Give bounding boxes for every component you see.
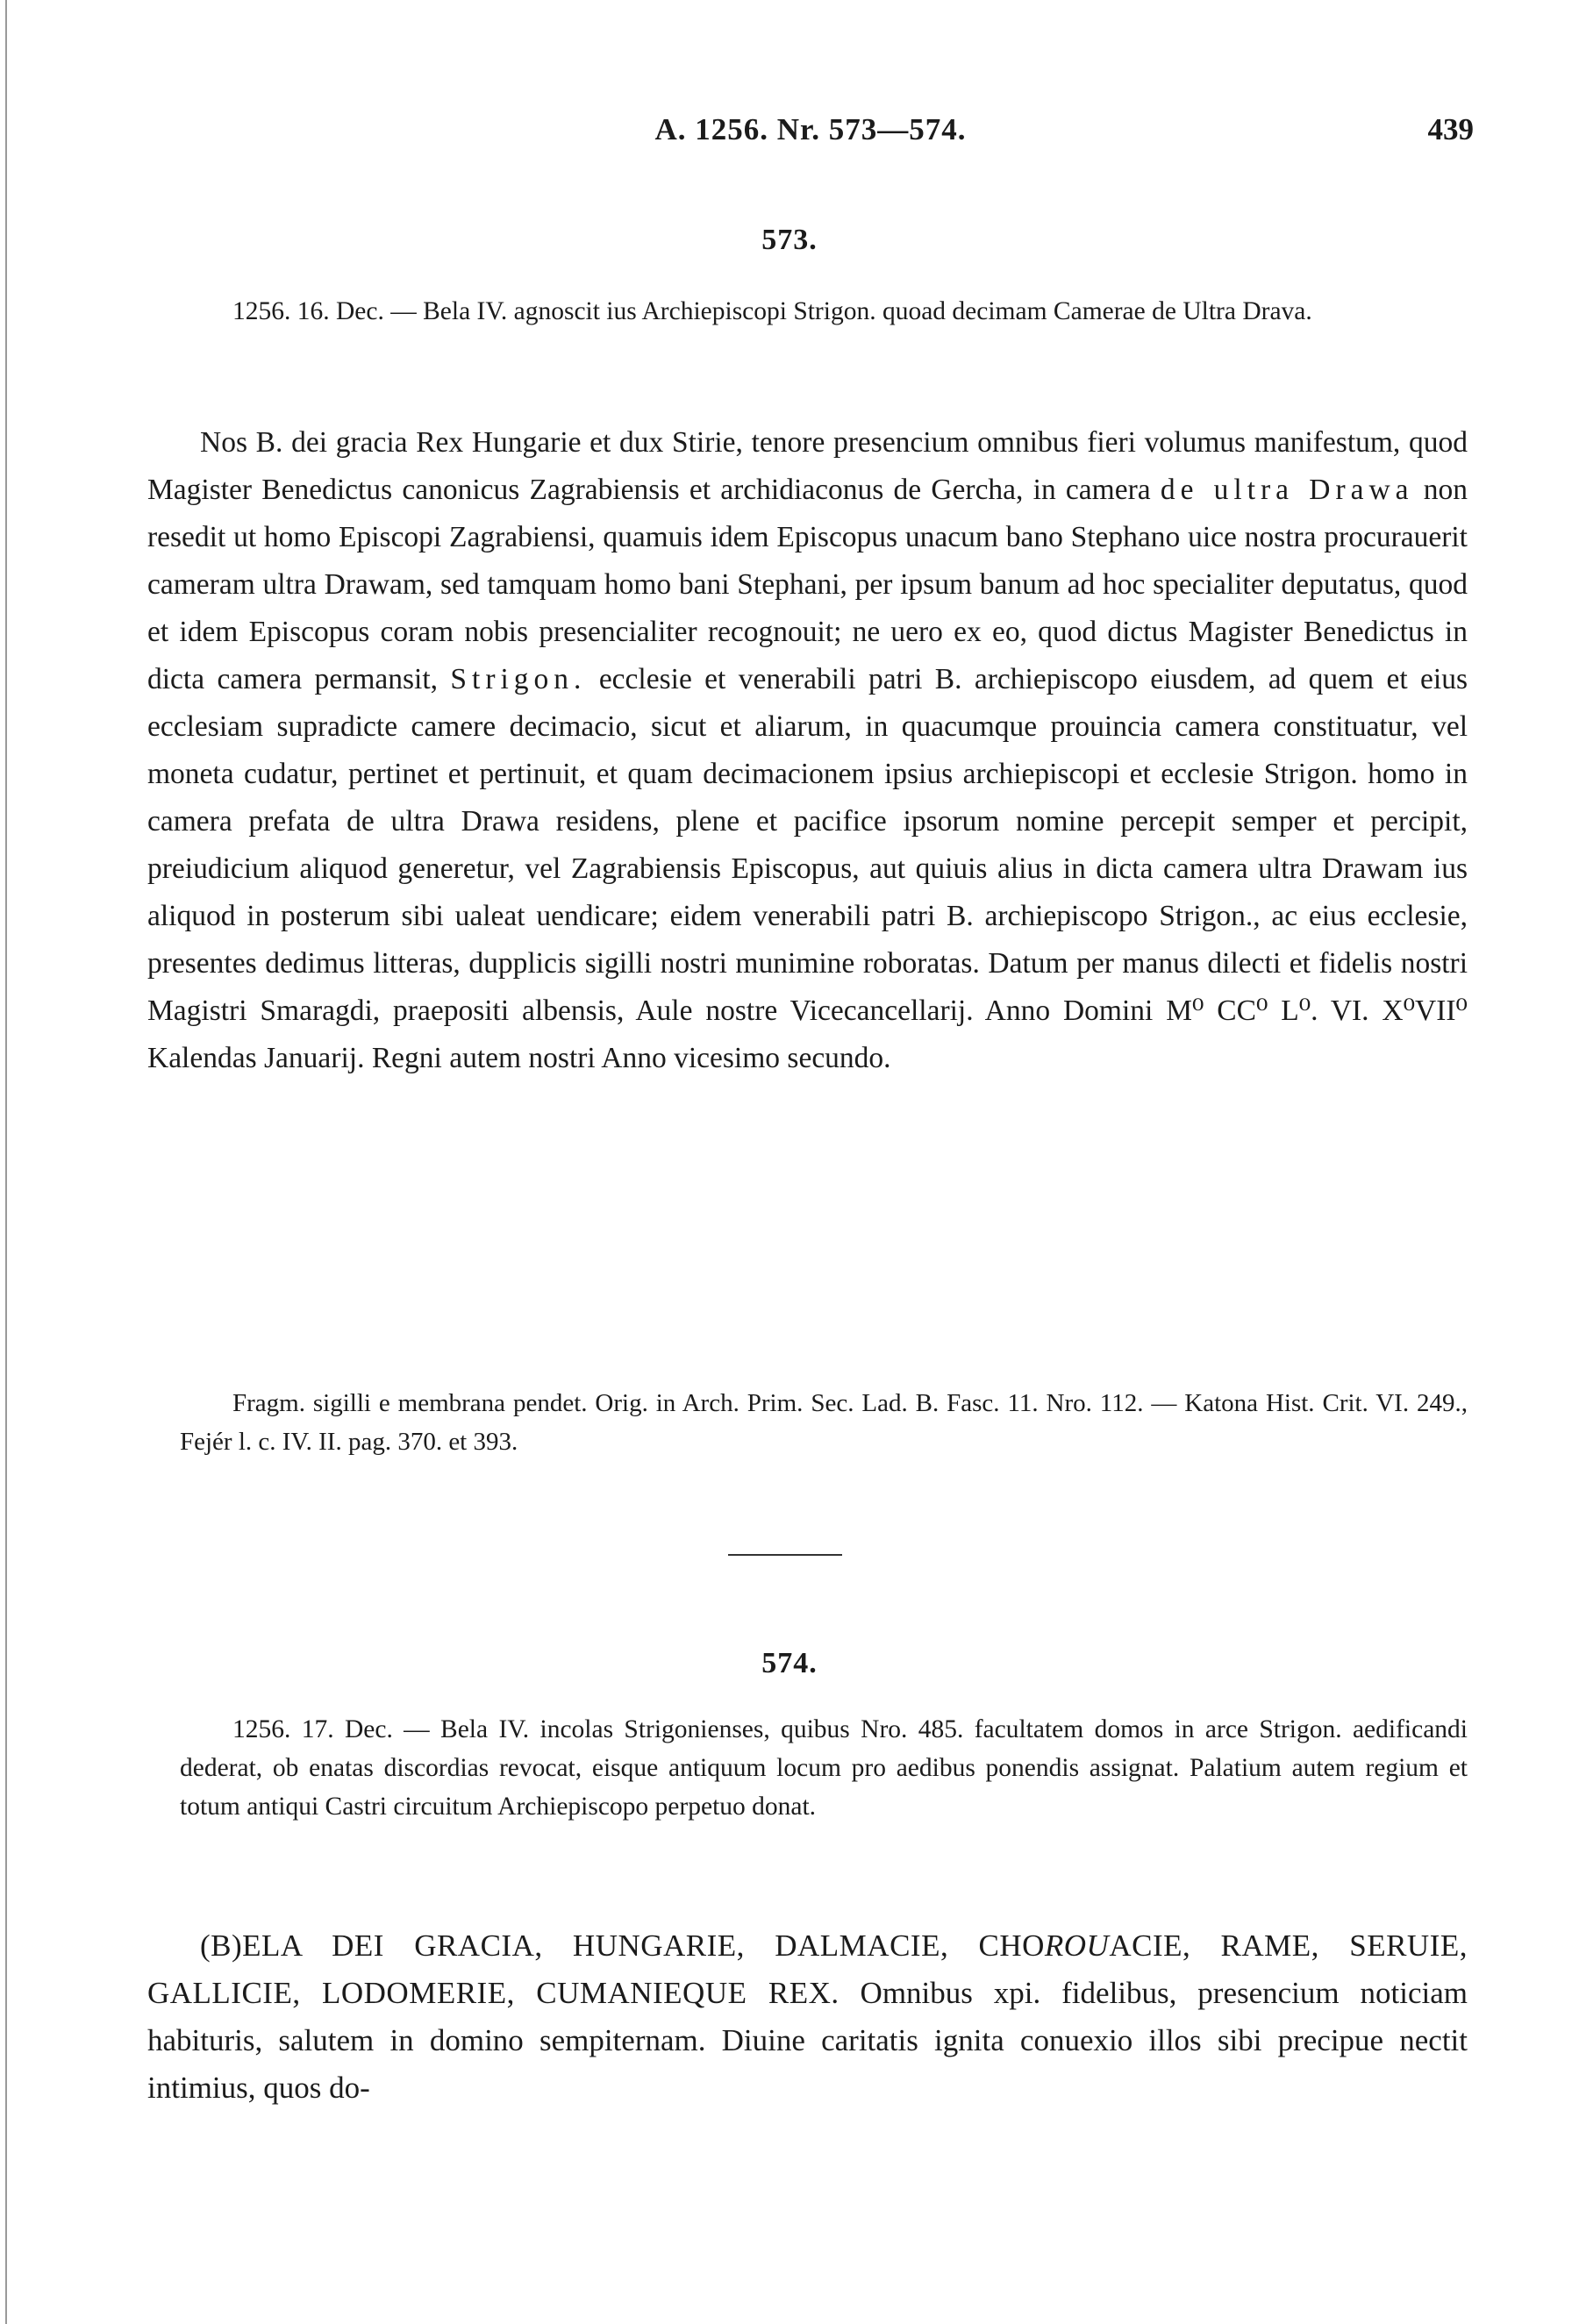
charter-573-part1: Nos B. dei gracia Rex Hungarie et dux Stirie, tenore presencium omnibus fieri volumus manifestum, quod Magister Benedictus canonicus Zagrabiensis et archidiaconus de Gercha, in camera — [147, 426, 1468, 506]
charter-573-spaced2: Strigon. — [450, 663, 587, 695]
charter-text-574 — [147, 1922, 1468, 2112]
charter-text-573 — [147, 419, 1468, 1082]
regest-574-text: 1256. 17. Dec. — Bela IV. incolas Strigonienses, quibus Nro. 485. facultatem domos in arce Strigon. aedificandi dederat, ob enatas discordias revocat, eisque antiquum locum pro aedibus ponendis assignat. Palatium autem regium et totum antiqui Castri circuitum Archiepiscopo perpetuo donat. — [180, 1715, 1468, 1821]
charter-573-part3: ecclesie et venerabili patri B. archiepiscopo eiusdem, ad quem et eius ecclesiam supradicte camere decimacio, sicut et aliarum, in quacumque prouincia camera constituatur, vel moneta cudatur, pertinet et pertinuit, et quam decimacionem ipsius archiepiscopi et ecclesie Strigon. homo in camera prefata de ultra Drawa residens, plene et pacifice ipsorum nomine percepit semper et percipit, preiudicium aliquod generetur, vel Zagrabiensis Episcopus, aut quiuis alius in dicta camera ultra Drawam ius aliquod in posterum sibi ualeat uendicare; eidem venerabili patri B. archiepiscopo Strigon., ac eius ecclesie, presentes dedimus litteras, dupplicis sigilli nostri munimine roboratas. Datum per manus dilecti et fidelis nostri Magistri Smaragdi, praepositi albensis, Aule nostre Vicecancellarij. Anno Domini M⁰ CC⁰ L⁰. VI. X⁰VII⁰ Kalendas Januarij. Regni autem nostri Anno vicesimo secundo. — [147, 663, 1468, 1074]
regest-573-text: 1256. 16. Dec. — Bela IV. agnoscit ius Archiepiscopi Strigon. quoad decimam Camerae de Ultra Drava. — [232, 297, 1312, 325]
running-head-title: A. 1256. Nr. 573—574. — [654, 112, 967, 146]
document-number-573: 573. — [761, 224, 818, 256]
source-note-573-text: Fragm. sigilli e membrana pendet. Orig. in Arch. Prim. Sec. Lad. B. Fasc. 11. Nro. 112. — Katona Hist. Crit. VI. 249., Fejér l. c. IV. II. pag. 370. et 393. — [180, 1389, 1468, 1456]
regest-573 — [180, 292, 1468, 331]
charter-574-text: Omnibus xpi. fidelibus, presencium noticiam habituris, salutem in domino sempiternam. Diuine caritatis ignita conuexio illos sibi precipue nectit intimius, quos do- — [147, 1976, 1468, 2105]
running-head — [147, 112, 1474, 156]
charter-574-caps1: (B)ELA DEI GRACIA, HUNGARIE, DALMACIE, CHO — [200, 1928, 1045, 1963]
page-number: 439 — [1427, 112, 1474, 146]
document-number-574: 574. — [761, 1647, 818, 1679]
regest-574 — [180, 1710, 1468, 1826]
charter-574-caps-italic: ROU — [1044, 1928, 1110, 1963]
section-divider — [728, 1554, 842, 1556]
charter-573-spaced1: de ultra Drawa — [1160, 474, 1414, 506]
charter-574-caps2: ACIE, RAME, SERUIE, GALLICIE, LODOMERIE, CUMANIEQUE REX. — [147, 1928, 1468, 2010]
charter-573-part2: non resedit ut homo Episcopi Zagrabiensi, quamuis idem Episcopus unacum bano Stephano uice nostra procurauerit cameram ultra Drawam, sed tamquam homo bani Stephani, per ipsum banum ad hoc specialiter deputatus, quod et idem Episcopus coram nobis presencialiter recognouit; ne uero ex eo, quod dictus Magister Benedictus in dicta camera permansit, — [147, 474, 1468, 695]
source-note-573 — [180, 1384, 1468, 1461]
